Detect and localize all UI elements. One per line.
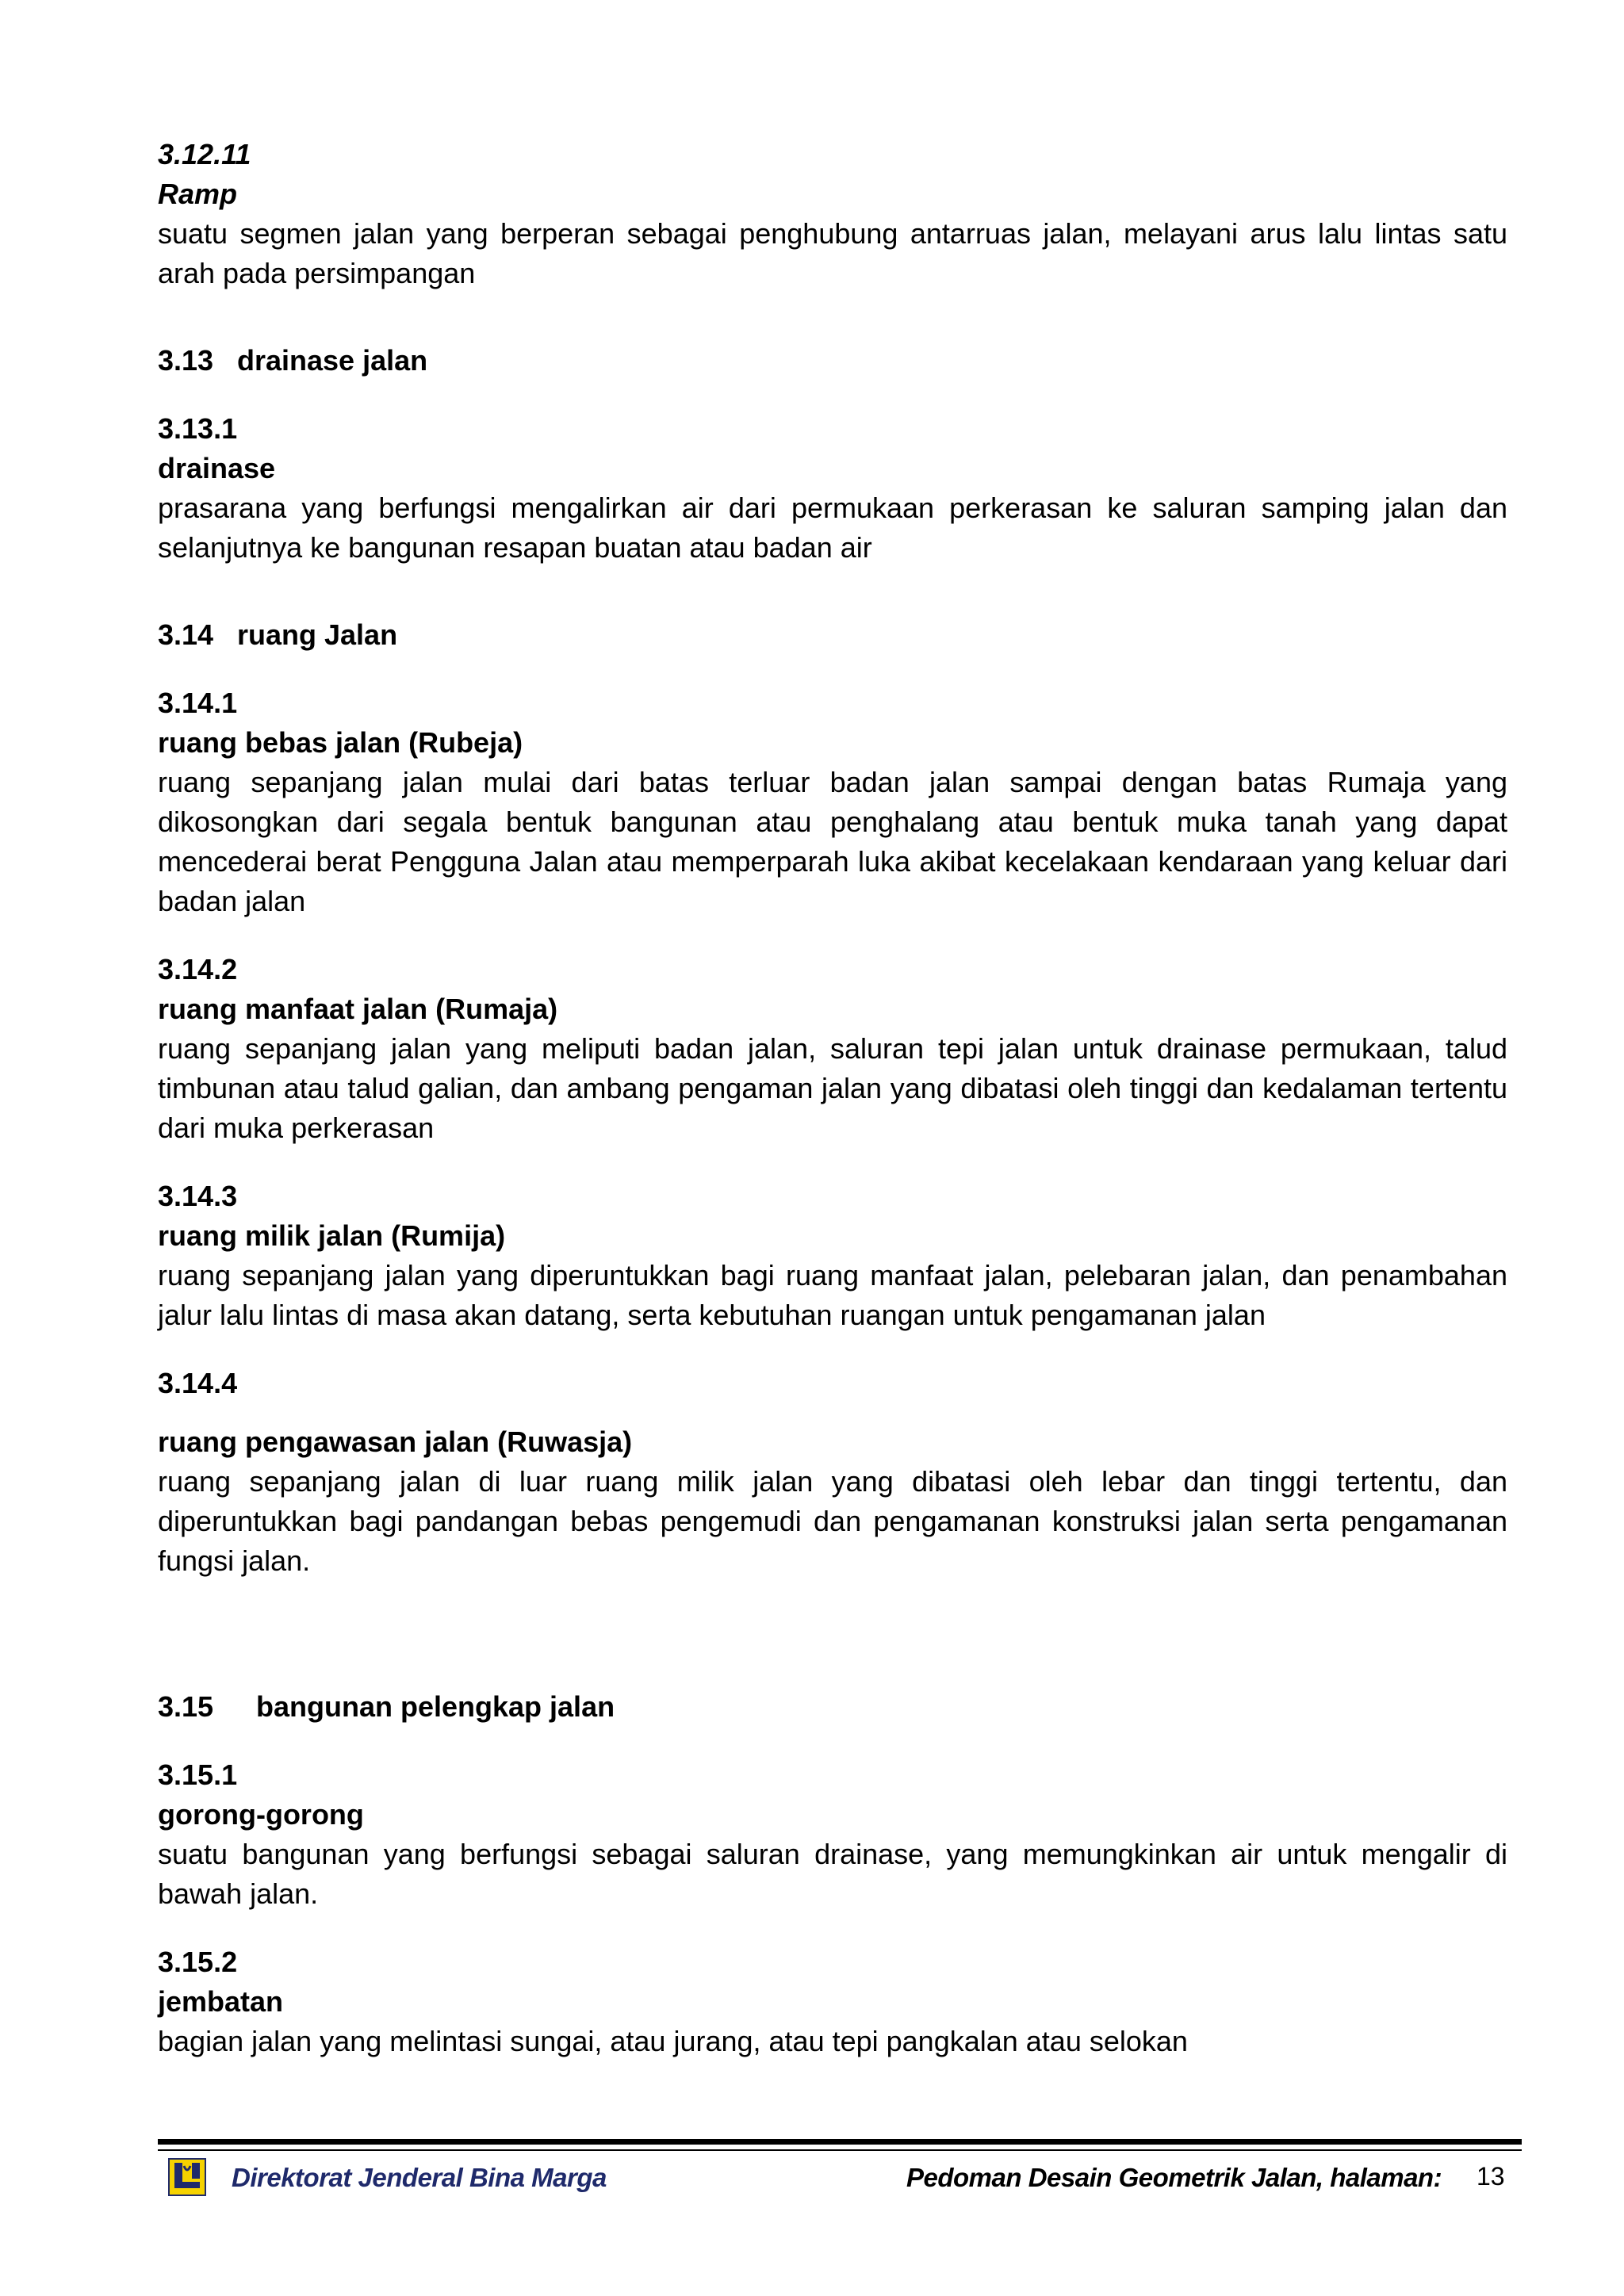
entry-definition: suatu bangunan yang berfungsi sebagai saluran drainase, yang memungkinkan air untuk mengalir di bawah jalan. — [158, 1838, 1507, 1910]
section-heading — [158, 615, 1507, 655]
section-title: drainase jalan — [237, 344, 428, 377]
definition-entry — [158, 1942, 1507, 2061]
entry-number: 3.14.2 — [158, 953, 238, 985]
entry-definition: ruang sepanjang jalan yang meliputi badan jalan, saluran tepi jalan untuk drainase permukaan, talud timbunan atau talud galian, dan ambang pengaman jalan yang dibatasi oleh tinggi dan kedalaman tertentu dari muka perkerasan — [158, 1032, 1507, 1144]
entry-number: 3.15.1 — [158, 1758, 238, 1791]
entry-number: 3.15.2 — [158, 1946, 238, 1978]
definition-entry — [158, 1755, 1507, 1914]
entry-number: 3.14.4 — [158, 1367, 238, 1399]
entry-term: drainase — [158, 452, 276, 484]
footer-rule-thick — [158, 2139, 1522, 2145]
definition-entry — [158, 1177, 1507, 1335]
entry-definition: ruang sepanjang jalan mulai dari batas terluar badan jalan sampai dengan batas Rumaja yang dikosongkan dari segala bentuk bangunan atau penghalang atau bentuk muka tanah yang dapat mencederai berat Pengguna Jalan atau memperparah luka akibat kecelakaan kendaraan yang keluar dari badan jalan — [158, 766, 1507, 917]
footer-document-title: Pedoman Desain Geometrik Jalan, halaman: — [906, 2163, 1442, 2192]
section-number: 3.13 — [158, 344, 214, 377]
entry-definition: ruang sepanjang jalan yang diperuntukkan bagi ruang manfaat jalan, pelebaran jalan, dan penambahan jalur lalu lintas di masa akan datang, serta kebutuhan ruangan untuk pengamanan jalan — [158, 1259, 1507, 1331]
entry-number: 3.14.1 — [158, 687, 238, 719]
entry-definition: bagian jalan yang melintasi sungai, atau jurang, atau tepi pangkalan atau selokan — [158, 2025, 1188, 2057]
entry-term: ruang bebas jalan (Rubeja) — [158, 726, 523, 759]
definition-entry — [158, 135, 1507, 293]
section-title: bangunan pelengkap jalan — [256, 1690, 615, 1723]
entry-number: 3.12.11 — [158, 138, 251, 170]
entry-definition: prasarana yang berfungsi mengalirkan air dari permukaan perkerasan ke saluran samping jalan dan selanjutnya ke bangunan resapan buatan atau badan air — [158, 492, 1507, 564]
footer-rule-thin — [158, 2149, 1522, 2151]
definition-entry — [158, 1364, 1507, 1581]
section-number: 3.15 — [158, 1690, 214, 1723]
section-title: ruang Jalan — [237, 618, 398, 651]
entry-term: ruang pengawasan jalan (Ruwasja) — [158, 1425, 633, 1458]
definition-entry — [158, 409, 1507, 568]
entry-term: ruang milik jalan (Rumija) — [158, 1219, 506, 1252]
entry-term: jembatan — [158, 1985, 284, 2018]
entry-number: 3.14.3 — [158, 1180, 238, 1212]
definition-entry — [158, 950, 1507, 1148]
section-heading — [158, 341, 1507, 381]
page-content — [158, 135, 1507, 2061]
entry-definition: suatu segmen jalan yang berperan sebagai penghubung antarruas jalan, melayani arus lalu lintas satu arah pada persimpangan — [158, 217, 1507, 289]
definition-entry — [158, 683, 1507, 921]
entry-term: gorong-gorong — [158, 1798, 364, 1831]
footer-organization: Direktorat Jenderal Bina Marga — [232, 2163, 607, 2192]
entry-definition: ruang sepanjang jalan di luar ruang milik jalan yang dibatasi oleh lebar dan tinggi tertentu, dan diperuntukkan bagi pandangan bebas pengemudi dan pengamanan konstruksi jalan serta pengamanan fungsi jalan. — [158, 1465, 1507, 1577]
entry-term: Ramp — [158, 178, 238, 210]
section-number: 3.14 — [158, 618, 214, 651]
section-heading — [158, 1687, 1507, 1727]
bina-marga-logo-icon — [168, 2158, 206, 2196]
entry-term: ruang manfaat jalan (Rumaja) — [158, 993, 558, 1025]
entry-number: 3.13.1 — [158, 412, 238, 445]
footer-page-number: 13 — [1477, 2162, 1505, 2191]
